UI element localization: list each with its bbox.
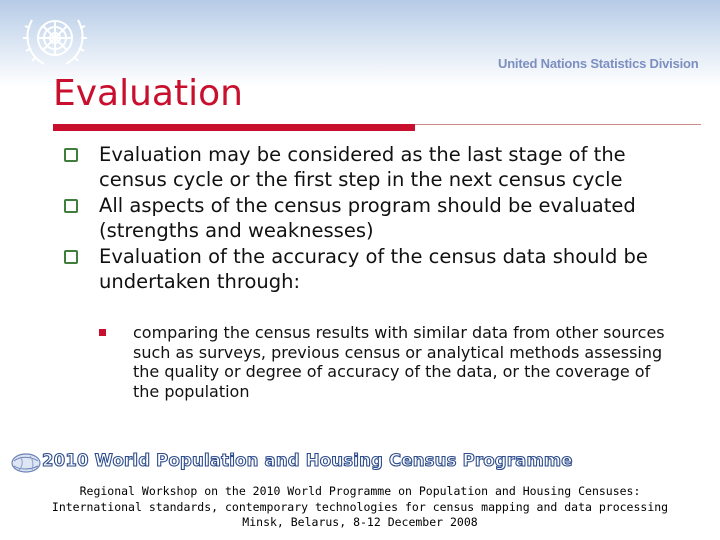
bullet-text: All aspects of the census program should be evaluated (strengths and weaknesses) (99, 194, 636, 242)
banner-title: 2010 World Population and Housing Census Programme (42, 451, 573, 470)
slide-title: Evaluation (53, 73, 243, 114)
title-rule-accent (53, 124, 415, 131)
square-bullet-icon (99, 329, 106, 336)
footer-line: Regional Workshop on the 2010 World Programme on Population and Housing Censuses: (79, 484, 641, 498)
checkbox-bullet-icon (64, 148, 78, 162)
globe-icon (10, 452, 42, 474)
footer (0, 484, 720, 531)
programme-banner (4, 450, 678, 476)
un-emblem-icon (20, 8, 90, 72)
bullet-item (62, 245, 682, 294)
sub-bullet-list (98, 323, 678, 401)
sub-bullet-item (98, 323, 678, 401)
bullet-item (62, 194, 682, 243)
bullet-text: Evaluation of the accuracy of the census data should be undertaken through: (99, 245, 648, 293)
checkbox-bullet-icon (64, 199, 78, 213)
checkbox-bullet-icon (64, 250, 78, 264)
footer-line: International standards, contemporary technologies for census mapping and data processing (51, 499, 669, 514)
bullet-text: Evaluation may be considered as the last stage of the census cycle or the first step in the next census cycle (99, 143, 626, 191)
bullet-list (62, 143, 682, 296)
footer-line: Minsk, Belarus, 8-12 December 2008 (242, 515, 478, 529)
org-name: United Nations Statistics Division (498, 56, 699, 71)
sub-bullet-text: comparing the census results with similar data from other sources such as surveys, previous census or analytical methods assessing the quality or degree of accuracy of the data, or the coverage of the population (133, 323, 665, 401)
bullet-item (62, 143, 682, 192)
